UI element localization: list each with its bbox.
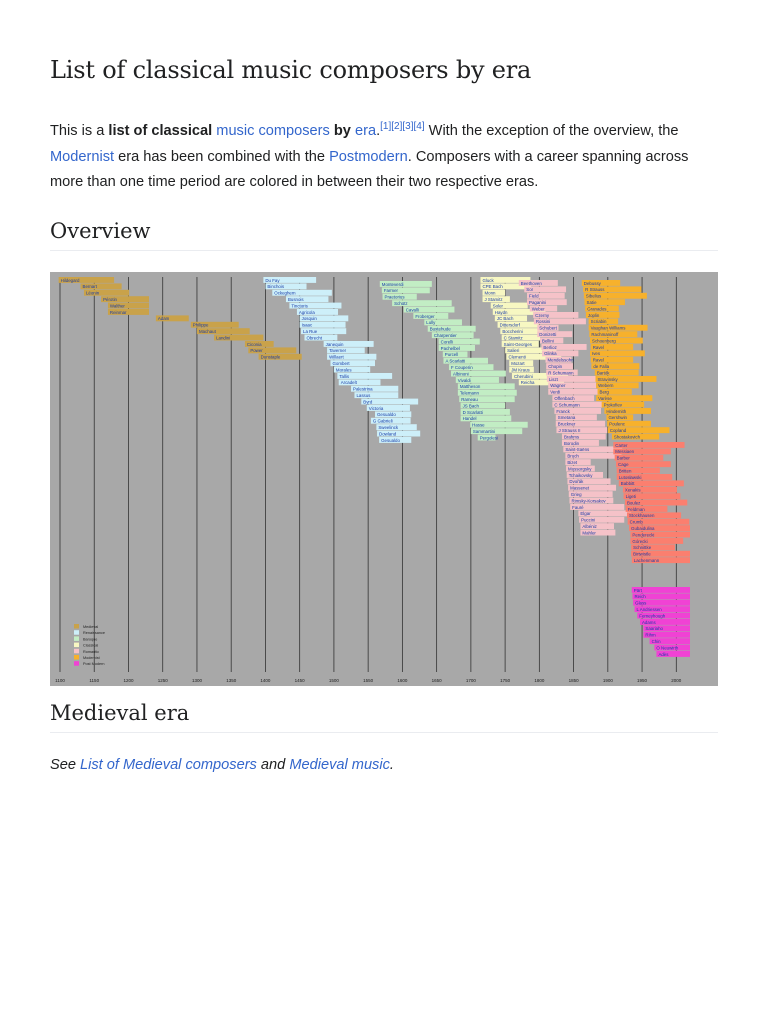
composer-label: Gubaidulina	[631, 526, 655, 531]
composer-label: Pérotin	[103, 297, 118, 302]
composer-label: de Falla	[593, 364, 610, 369]
composer-label: Birtwistle	[633, 551, 651, 557]
composer-label: Glinka	[544, 351, 557, 357]
composer-label: Puccini	[581, 517, 596, 523]
composer-label: Offenbach	[554, 396, 575, 401]
link-music-composers[interactable]: music composers	[216, 123, 330, 139]
composer-label: Dittersdorf	[499, 322, 520, 328]
legend-swatch	[74, 624, 79, 629]
composer-label: Bruckner	[557, 421, 576, 427]
tick-label: 1850	[568, 678, 579, 683]
composer-label: Josquin	[301, 316, 317, 322]
composer-label: La Rue	[303, 329, 318, 334]
composer-label: Bruch	[567, 453, 579, 459]
intro-bold-1: list of classical	[108, 123, 217, 139]
tick-label: 1250	[157, 678, 168, 683]
legend-label: Modernist	[83, 656, 100, 660]
composer-label: Barber	[616, 455, 630, 461]
composer-label: Joplin	[587, 312, 600, 318]
intro-text-3: era has been combined with the	[114, 148, 330, 165]
tick-label: 1200	[123, 678, 134, 683]
composer-label: Froberger	[415, 313, 435, 319]
composer-label: Górecki	[632, 538, 648, 544]
composer-label: Berg	[599, 389, 609, 395]
composer-label: Czerny	[535, 312, 550, 318]
composer-label: Ciconia	[246, 341, 262, 347]
composer-label: Crumb	[629, 519, 643, 525]
composer-label: Britten	[618, 468, 632, 474]
composer-label: Gesualdo	[381, 437, 400, 443]
section-heading-medieval: Medieval era	[50, 701, 718, 733]
composer-label: Rossini	[535, 319, 551, 325]
composer-label: Saint-Georges	[503, 341, 532, 347]
composer-label: Satie	[586, 300, 597, 305]
composer-label: Salieri	[507, 348, 520, 354]
composer-label: Varèse	[598, 396, 612, 401]
composer-label: Verdi	[550, 389, 561, 395]
tick-label: 1400	[260, 678, 271, 683]
tick-label: 1150	[89, 678, 100, 683]
composer-label: Mahler	[582, 530, 596, 536]
composer-label: Schütz	[394, 301, 408, 306]
composer-label: Monn	[484, 290, 496, 296]
legend-label: Post Modern	[83, 662, 105, 667]
overview-timeline-figure[interactable]	[50, 272, 718, 686]
composer-label: Lutosławski	[618, 474, 642, 480]
legend-swatch	[74, 643, 79, 648]
composer-label: Ligeti	[625, 494, 637, 499]
legend-swatch	[74, 636, 79, 641]
legend-swatch	[74, 630, 79, 635]
composer-label: Lassus	[356, 393, 371, 398]
composer-label: Reicha	[520, 380, 535, 386]
composer-label: Sibelius	[585, 293, 602, 299]
legend-label: Renaissance	[83, 631, 105, 636]
see-also-prefix: See	[50, 757, 81, 773]
composer-label: Stravinsky	[597, 376, 618, 382]
composer-label: Shostakovich	[613, 434, 641, 440]
composer-label: Mozart	[511, 361, 525, 366]
composer-label: Sweelinck	[378, 425, 399, 430]
composer-label: Tchaikovsky	[568, 472, 593, 478]
tick-label: 1800	[534, 678, 545, 683]
intro-text-2: With the exception of the overview, the	[424, 123, 679, 139]
composer-label: Lully	[426, 320, 436, 326]
composer-label: O Neuwirth	[656, 645, 679, 651]
composer-label: Telemann	[459, 390, 479, 396]
composer-label: F Couperin	[450, 365, 473, 370]
composer-label: Morales	[335, 367, 352, 373]
tick-label: 1950	[637, 678, 648, 683]
composer-label: Ravel	[592, 357, 604, 363]
composer-label: Rameau	[461, 397, 478, 402]
composer-label: Mussorgsky	[568, 466, 592, 472]
composer-label: Power	[250, 348, 263, 354]
composer-label: Haydn	[494, 309, 508, 315]
composer-label: Debussy	[583, 280, 601, 286]
composer-label: Carter	[615, 442, 628, 448]
composer-label: Saint-Saëns	[565, 447, 590, 453]
timeline-chart	[50, 272, 718, 686]
composer-label: Ferneyhough	[639, 613, 666, 619]
composer-label: Donizetti	[539, 332, 557, 337]
composer-label: Charpentier	[433, 333, 457, 338]
composer-label: Ockeghem	[274, 290, 296, 296]
composer-label: Purcell	[444, 352, 459, 358]
composer-label: Gluck	[482, 277, 494, 283]
composer-label: Praetorius	[384, 294, 405, 300]
composer-label: Schubert	[539, 325, 557, 331]
composer-label: Rimsky-Korsakov	[571, 498, 606, 504]
composer-label: Walther	[109, 303, 125, 309]
composer-label: Hasse	[472, 422, 485, 428]
composer-label: Elgar	[580, 511, 591, 517]
composer-label: Agricola	[298, 309, 315, 315]
intro-text-1: This is a	[50, 123, 109, 139]
composer-label: C Stamitz	[503, 335, 523, 341]
composer-label: Albéniz	[582, 524, 597, 529]
tick-label: 2000	[671, 678, 682, 683]
composer-label: Mattheson	[459, 384, 481, 390]
composer-label: Prokofiev	[603, 402, 622, 408]
legend-swatch	[74, 649, 79, 654]
composer-label: Chin	[651, 639, 661, 644]
composer-label: Field	[529, 293, 539, 299]
composer-label: Adam	[157, 316, 170, 322]
composer-label: Liszt	[548, 376, 558, 382]
composer-label: Cavalli	[405, 307, 419, 313]
composer-label: Wagner	[550, 383, 566, 389]
composer-label: Buxtehude	[429, 326, 451, 332]
composer-label: Ravel	[592, 344, 604, 350]
composer-label: Reich	[634, 594, 646, 600]
tick-label: 1700	[465, 678, 476, 683]
composer-label: Isaac	[301, 322, 313, 328]
composer-label: Tinctoris	[291, 303, 308, 309]
composer-label: Bellini	[542, 338, 554, 344]
tick-label: 1450	[294, 678, 305, 683]
composer-label: Adams	[642, 619, 656, 625]
link-medieval-music[interactable]: Medieval music	[289, 757, 390, 773]
composer-label: Hindemith	[606, 408, 627, 414]
composer-label: Berlioz	[543, 344, 557, 350]
legend-label: Romantic	[83, 649, 100, 654]
composer-label: Cage	[618, 462, 629, 467]
tick-label: 1500	[328, 678, 339, 683]
composer-label: Bartók	[596, 370, 610, 376]
composer-label: Byrd	[363, 399, 373, 405]
composer-label: Arcadelt	[340, 380, 357, 386]
composer-label: Brahms	[563, 434, 580, 440]
tick-label: 1650	[431, 678, 442, 683]
composer-label: Gombert	[332, 361, 350, 366]
composer-label: Hildegard	[60, 277, 80, 283]
tick-label: 1550	[363, 678, 374, 683]
section-heading-overview: Overview	[50, 219, 718, 251]
composer-label: Dvořák	[569, 479, 584, 485]
composer-label: C Schumann	[554, 402, 580, 408]
composer-label: JM Kraus	[511, 367, 530, 373]
composer-label: Farmer	[383, 288, 399, 294]
composer-label: Soler	[492, 303, 503, 309]
see-also	[50, 757, 394, 773]
legend-label: Medieval	[83, 625, 99, 629]
composer-label: Fauré	[572, 504, 584, 510]
composer-label: Clementi	[508, 354, 526, 360]
composer-label: G Gabrieli	[372, 418, 393, 424]
composer-label: Machaut	[198, 329, 216, 334]
composer-label: Boccherini	[502, 329, 523, 334]
composer-label: Ives	[592, 351, 601, 357]
composer-label: Weber	[531, 306, 545, 312]
composer-label: Bizet	[567, 460, 578, 465]
composer-label: Poulenc	[609, 421, 626, 427]
composer-label: Penderecki	[632, 532, 655, 538]
composer-label: Victoria	[368, 405, 384, 411]
composer-label: Dowland	[379, 431, 397, 437]
intro-text-4: . Composers with a career spanning across more than one time period are colored in between their two respective eras.	[50, 148, 689, 190]
composer-label: R Schumann	[548, 370, 574, 376]
composer-label: Pachelbel	[440, 345, 460, 351]
composer-label: Schoenberg	[592, 338, 616, 344]
composer-label: A Scarlatti	[445, 358, 466, 364]
composer-label: JS Bach	[462, 403, 479, 409]
composer-label: JC Bach	[496, 316, 514, 322]
tick-label: 1900	[602, 678, 613, 683]
composer-label: Palestrina	[353, 386, 373, 392]
composer-label: Saariaho	[645, 626, 664, 632]
composer-label: Scriabin	[590, 319, 607, 325]
composer-label: Albinoni	[453, 371, 469, 377]
composer-label: Boulez	[626, 500, 641, 506]
link-era[interactable]: era	[354, 123, 377, 139]
composer-label: Mendelssohn	[547, 357, 574, 363]
composer-label: Sor	[526, 287, 534, 293]
composer-label: Busnois	[287, 297, 304, 302]
composer-label: Tallis	[339, 373, 350, 379]
legend-label: Classical	[83, 643, 99, 648]
composer-label: Léonin	[85, 290, 100, 296]
composer-label: R Strauss	[585, 287, 605, 293]
composer-label: Landini	[216, 335, 231, 341]
composer-label: Massenet	[570, 485, 590, 491]
composer-label: Willaert	[329, 354, 344, 360]
link-modernist[interactable]: Modernist	[50, 148, 115, 165]
composer-label: L Andriessen	[636, 607, 662, 612]
legend-swatch	[74, 655, 79, 660]
composer-label: D Scarlatti	[462, 409, 483, 415]
composer-label: Bernart	[82, 284, 97, 290]
page-title: List of classical music composers by era	[50, 56, 532, 84]
intro-paragraph: This is a list of classical music composers by era.[1][2][3][4] With the exception of the overview, the Modernist era has been combined with the Postmodern. Composers with a career spanning across more than one time period are colored in between their two respective eras.	[50, 121, 689, 190]
composer-label: Vaughan Williams	[590, 325, 626, 331]
reference-links[interactable]: [1][2][3][4]	[380, 121, 425, 133]
composer-label: Du Fay	[265, 277, 280, 283]
intro-bold-2: by	[329, 123, 355, 139]
composer-label: Sammartini	[472, 429, 496, 434]
composer-label: Philippe	[192, 322, 209, 328]
composer-label: Feldman	[627, 506, 645, 512]
tick-label: 1750	[500, 678, 511, 683]
tick-label: 1300	[191, 678, 202, 683]
composer-label: Adès	[658, 651, 669, 657]
composer-label: Schnittke	[633, 545, 652, 551]
legend-swatch	[74, 661, 79, 666]
composer-label: Cherubini	[513, 373, 533, 379]
composer-label: Messiaen	[615, 449, 635, 455]
composer-label: Copland	[609, 428, 627, 433]
composer-label: Vivaldi	[457, 377, 471, 383]
composer-label: Stockhausen	[629, 513, 655, 519]
composer-label: CPE Bach	[482, 284, 503, 290]
composer-label: Obrecht	[306, 335, 323, 341]
composer-label: Lachenmann	[633, 558, 660, 563]
composer-label: Janequin	[325, 341, 344, 347]
composer-label: Gesualdo	[377, 412, 396, 418]
composer-label: Smetana	[557, 415, 576, 421]
composer-label: Binchois	[267, 284, 285, 290]
see-also-mid: and	[256, 757, 290, 773]
composer-label: Grieg	[570, 492, 582, 497]
composer-label: Franck	[556, 408, 570, 414]
composer-label: Beethoven	[520, 280, 542, 286]
composer-label: Rachmaninoff	[591, 332, 619, 337]
composer-label: Taverner	[329, 348, 347, 354]
composer-label: J Strauss II	[558, 428, 581, 433]
legend-label: Baroque	[83, 637, 98, 642]
tick-label: 1600	[397, 678, 408, 683]
composer-label: Paganini	[529, 300, 547, 305]
link-list-medieval-composers[interactable]: List of Medieval composers	[80, 757, 257, 773]
composer-label: Monteverdi	[381, 281, 404, 287]
tick-label: 1100	[55, 678, 65, 683]
composer-label: Xenakis	[624, 487, 641, 493]
composer-label: Corelli	[440, 339, 454, 345]
composer-label: J Stamitz	[484, 297, 503, 302]
tick-label: 1350	[226, 678, 237, 683]
composer-label: Pärt	[633, 587, 642, 593]
composer-label: Gershwin	[608, 415, 628, 421]
composer-label: Borodin	[563, 440, 580, 446]
composer-label: Glass	[635, 600, 647, 606]
composer-label: Reinmar	[109, 309, 127, 315]
composer-label: Granados	[587, 306, 607, 312]
composer-label: Babbitt	[620, 481, 635, 487]
composer-label: Webern	[598, 383, 614, 389]
composer-label: Pergolesi	[479, 435, 499, 441]
composer-label: Handel	[462, 416, 477, 422]
composer-label: Chopin	[548, 364, 563, 369]
see-also-suffix: .	[389, 757, 394, 773]
composer-label: Dunstaple	[260, 354, 281, 360]
composer-label: Rihm	[645, 632, 656, 638]
link-postmodern[interactable]: Postmodern	[329, 148, 408, 165]
